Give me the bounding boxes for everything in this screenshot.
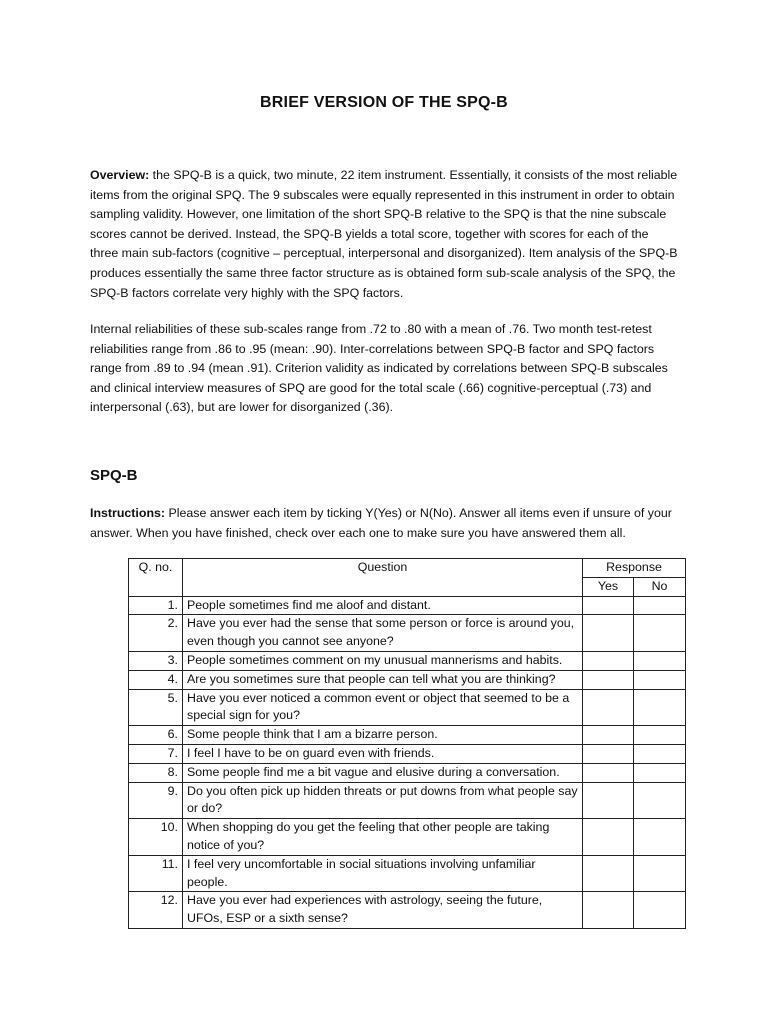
response-yes-cell[interactable] [583, 763, 634, 782]
question-number: 6. [129, 726, 183, 745]
question-text: Have you ever had experiences with astrology, seeing the future, UFOs, ESP or a sixth sense? [183, 892, 583, 929]
response-no-cell[interactable] [634, 744, 686, 763]
table-row [129, 744, 686, 763]
instructions-text: Please answer each item by ticking Y(Yes) or N(No). Answer all items even if unsure of your answer. When you have finished, check over each one to make sure you have answered them all. [90, 506, 672, 540]
response-yes-cell[interactable] [583, 726, 634, 745]
question-text: Have you ever noticed a common event or object that seemed to be a special sign for you? [183, 689, 583, 726]
response-no-cell[interactable] [634, 689, 686, 726]
overview-text: the SPQ-B is a quick, two minute, 22 item instrument. Essentially, it consists of the most reliable items from the original SPQ. The 9 subscales were equally represented in this instrument in order to obtain sampling validity. However, one limitation of the short SPQ-B relative to the SPQ is that the nine subscale scores cannot be derived. Instead, the SPQ-B yields a total score, together with scores for each of the three main sub-factors (cognitive – perceptual, interpersonal and disorganized). Item analysis of the SPQ-B produces essentially the same three factor structure as is obtained form sub-scale analysis of the SPQ, the SPQ-B factors correlate very highly with the SPQ factors. [90, 168, 678, 300]
question-text: I feel I have to be on guard even with friends. [183, 744, 583, 763]
header-qno: Q. no. [129, 559, 183, 597]
response-yes-cell[interactable] [583, 782, 634, 819]
instructions-label: Instructions: [90, 506, 166, 520]
question-text: Some people find me a bit vague and elusive during a conversation. [183, 763, 583, 782]
response-no-cell[interactable] [634, 782, 686, 819]
response-no-cell[interactable] [634, 726, 686, 745]
question-text: Some people think that I am a bizarre person. [183, 726, 583, 745]
response-yes-cell[interactable] [583, 596, 634, 615]
question-text: People sometimes comment on my unusual mannerisms and habits. [183, 651, 583, 670]
table-row [129, 651, 686, 670]
response-no-cell[interactable] [634, 596, 686, 615]
table-row [129, 782, 686, 819]
response-no-cell[interactable] [634, 819, 686, 856]
questionnaire-table [128, 558, 686, 929]
overview-paragraph [90, 166, 680, 303]
question-number: 1. [129, 596, 183, 615]
question-text: Are you sometimes sure that people can tell what you are thinking? [183, 670, 583, 689]
table-row [129, 596, 686, 615]
table-row [129, 670, 686, 689]
question-text: I feel very uncomfortable in social situations involving unfamiliar people. [183, 855, 583, 892]
table-row [129, 726, 686, 745]
table-row [129, 855, 686, 892]
response-yes-cell[interactable] [583, 819, 634, 856]
response-yes-cell[interactable] [583, 689, 634, 726]
question-text: People sometimes find me aloof and distant. [183, 596, 583, 615]
question-number: 10. [129, 819, 183, 856]
response-no-cell[interactable] [634, 763, 686, 782]
response-yes-cell[interactable] [583, 651, 634, 670]
header-no: No [634, 577, 686, 596]
question-number: 8. [129, 763, 183, 782]
question-number: 2. [129, 615, 183, 652]
question-number: 12. [129, 892, 183, 929]
response-no-cell[interactable] [634, 651, 686, 670]
question-text: When shopping do you get the feeling that other people are taking notice of you? [183, 819, 583, 856]
table-row [129, 615, 686, 652]
reliability-paragraph: Internal reliabilities of these sub-scales range from .72 to .80 with a mean of .76. Two month test-retest reliabilities range from .86 to .95 (mean: .90). Inter-correlations between SPQ-B factor and SPQ factors range from .89 to .94 (mean .91). Criterion validity as indicated by correlations between SPQ-B subscales and clinical interview measures of SPQ are good for the total scale (.66) cognitive-perceptual (.73) and interpersonal (.63), but are lower for disorganized (.36). [90, 322, 668, 415]
question-number: 11. [129, 855, 183, 892]
response-no-cell[interactable] [634, 855, 686, 892]
header-question: Question [183, 559, 583, 597]
response-no-cell[interactable] [634, 892, 686, 929]
response-yes-cell[interactable] [583, 855, 634, 892]
header-yes: Yes [583, 577, 634, 596]
table-row [129, 689, 686, 726]
instructions-paragraph [90, 504, 680, 543]
table-row [129, 763, 686, 782]
response-no-cell[interactable] [634, 670, 686, 689]
response-yes-cell[interactable] [583, 670, 634, 689]
question-number: 5. [129, 689, 183, 726]
question-text: Do you often pick up hidden threats or put downs from what people say or do? [183, 782, 583, 819]
question-text: Have you ever had the sense that some person or force is around you, even though you cannot see anyone? [183, 615, 583, 652]
overview-label: Overview: [90, 168, 150, 182]
question-number: 4. [129, 670, 183, 689]
question-number: 9. [129, 782, 183, 819]
table-row [129, 892, 686, 929]
document-title: BRIEF VERSION OF THE SPQ-B [260, 94, 508, 111]
response-yes-cell[interactable] [583, 744, 634, 763]
table-row [129, 819, 686, 856]
section-heading: SPQ-B [90, 467, 138, 484]
response-yes-cell[interactable] [583, 892, 634, 929]
question-number: 7. [129, 744, 183, 763]
response-no-cell[interactable] [634, 615, 686, 652]
header-response: Response [583, 559, 686, 578]
response-yes-cell[interactable] [583, 615, 634, 652]
question-number: 3. [129, 651, 183, 670]
